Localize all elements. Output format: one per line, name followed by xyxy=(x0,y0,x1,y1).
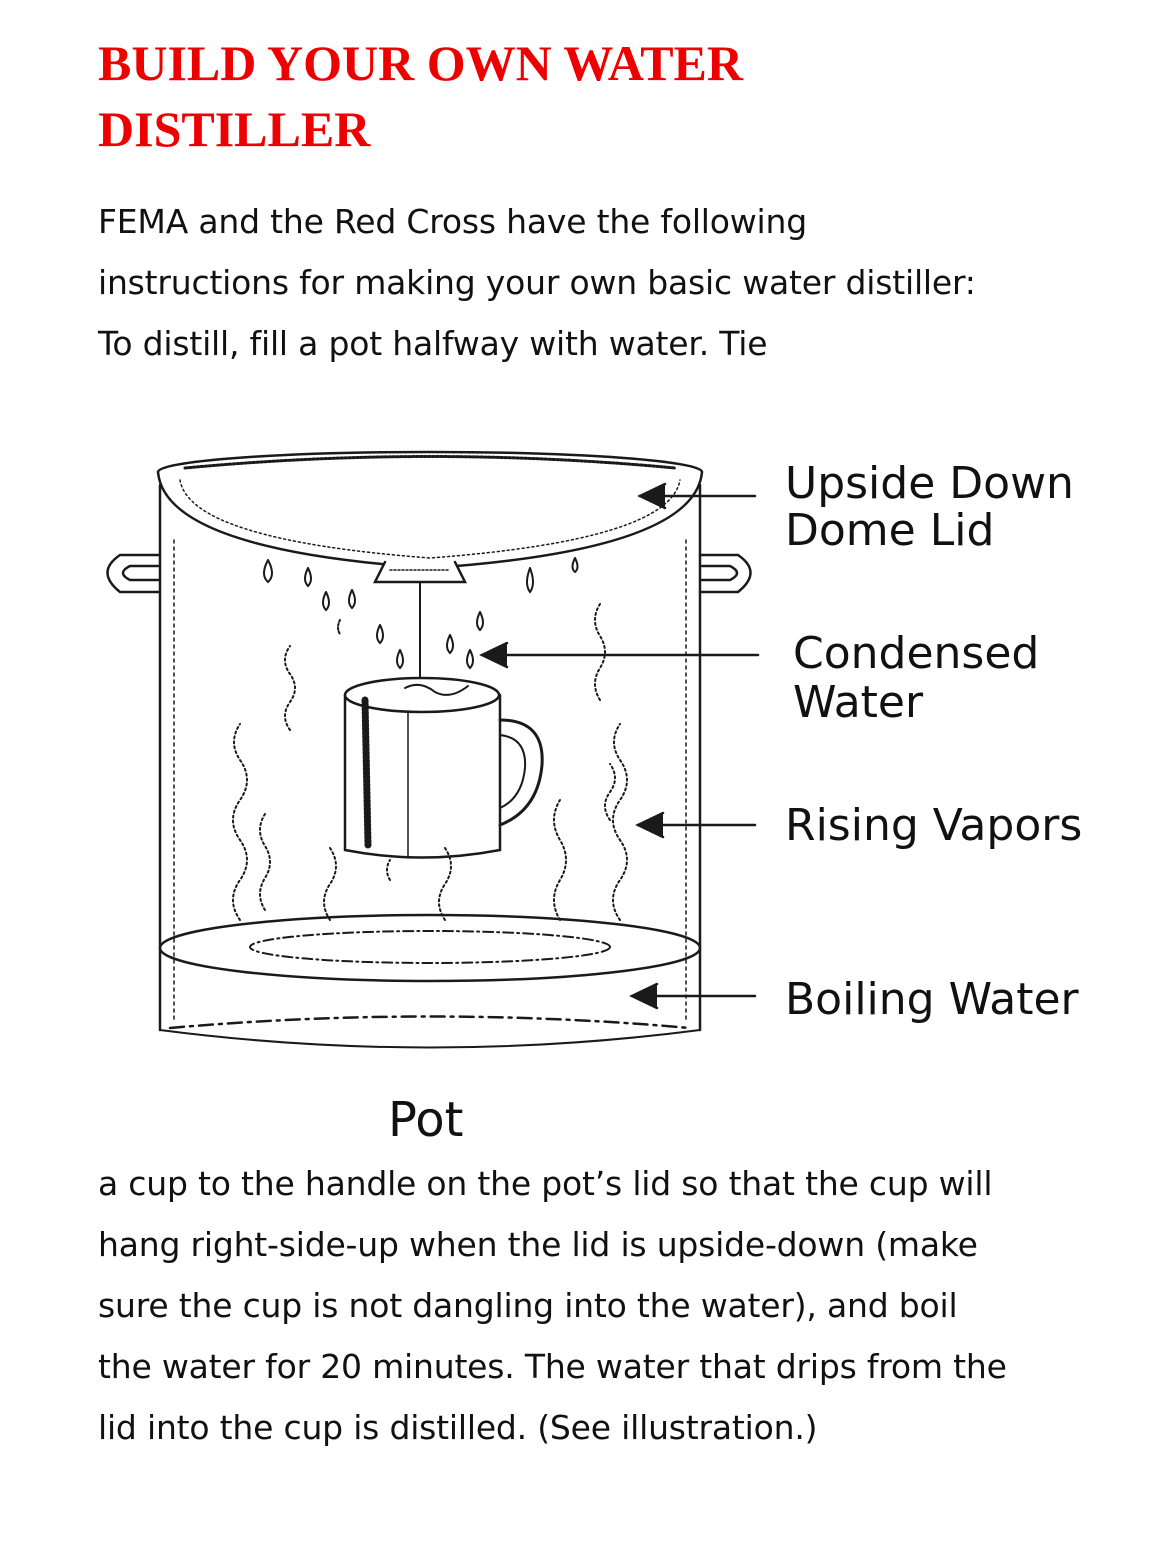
label-boiling: Boiling Water xyxy=(785,974,1079,1025)
pot-handle-left xyxy=(108,555,161,592)
arrow-condensed xyxy=(482,643,758,667)
boiling-water-surface xyxy=(160,915,700,981)
page-title xyxy=(98,30,998,162)
hanging-cup xyxy=(345,678,542,858)
label-condensed-line1: Condensed xyxy=(793,628,1040,679)
distiller-illustration xyxy=(90,400,1100,1150)
pot-handle-right xyxy=(700,555,751,592)
closing-paragraph: a cup to the handle on the pot’s lid so that the cup will hang right-side-up when the lid is upside-down (make sure the cup is not dangling into the water), and boil the water for 20 minutes. The water that drips from the lid into the cup is distilled. (See illustration.) xyxy=(98,1164,1007,1447)
label-condensed-line2: Water xyxy=(793,677,924,728)
label-lid-line1: Upside Down xyxy=(785,458,1074,509)
arrow-boiling xyxy=(632,984,755,1008)
title-line-1: BUILD YOUR OWN WATER xyxy=(98,35,743,91)
label-lid-line2: Dome Lid xyxy=(785,505,995,556)
intro-paragraph: FEMA and the Red Cross have the following instructions for making your own basic water distiller: To distill, fill a pot halfway with water. Tie xyxy=(98,202,976,363)
title-line-2: DISTILLER xyxy=(98,101,371,157)
arrow-vapors xyxy=(638,813,755,837)
label-vapors: Rising Vapors xyxy=(785,800,1083,851)
label-pot: Pot xyxy=(388,1092,464,1148)
dome-lid xyxy=(158,452,702,582)
